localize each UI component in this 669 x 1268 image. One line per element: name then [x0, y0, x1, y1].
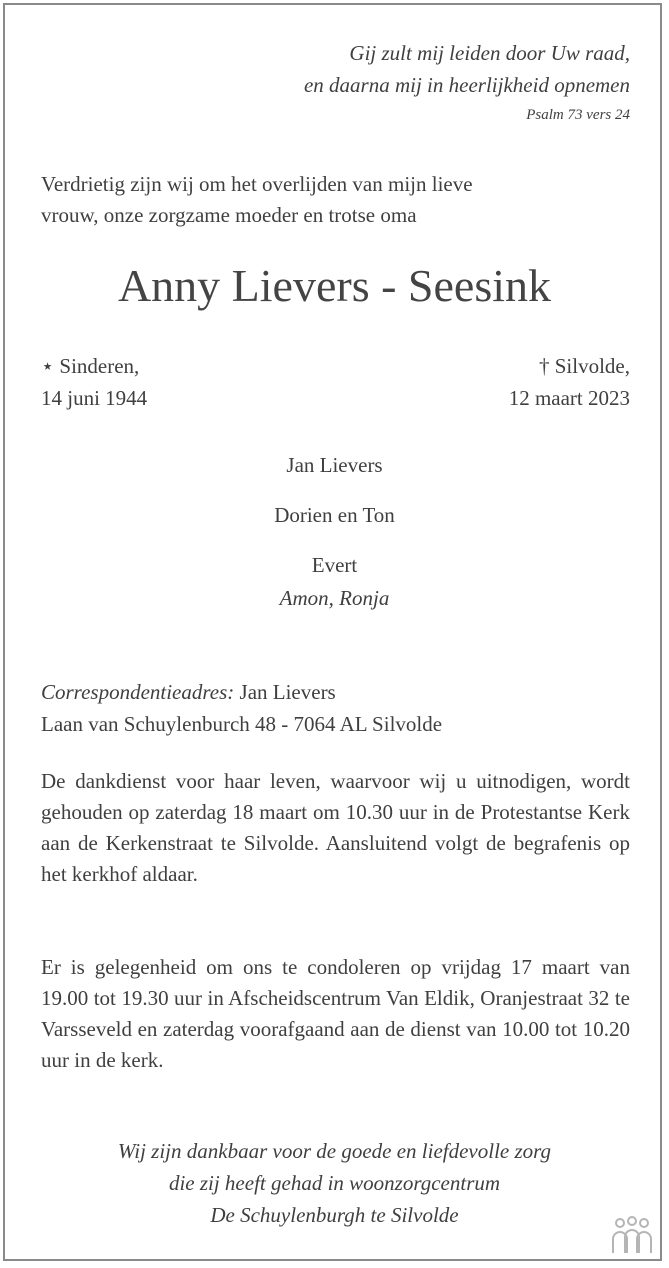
- birth-place: ⋆ Sinderen,: [41, 354, 140, 378]
- closing-line-2: die zij heeft gehad in woonzorgcentrum: [168, 1171, 501, 1195]
- intro-line-2: vrouw, onze zorgzame moeder en trotse oma: [41, 203, 417, 227]
- correspondence-address: [41, 676, 630, 740]
- closing-text: [0, 1135, 669, 1231]
- closing-line-3: De Schuylenburgh te Silvolde: [210, 1203, 459, 1227]
- correspondence-label: Correspondentieadres:: [41, 680, 235, 704]
- condolence-paragraph: Er is gelegenheid om ons te condoleren op vrijdag 17 maart van 19.00 tot 19.30 uur in Afscheidscentrum Van Eldik, Oranjestraat 32 te Varsseveld en zaterdag voorafgaand aan de dienst van 10.00 tot 10.20 uur in de kerk.: [41, 955, 630, 1072]
- psalm-reference: Psalm 73 vers 24: [526, 107, 630, 123]
- intro-line-1: Verdrietig zijn wij om het overlijden van mijn lieve: [41, 172, 473, 196]
- death-info: [509, 350, 630, 414]
- child-names-1: Dorien en Ton: [274, 503, 395, 527]
- family-names: [0, 449, 669, 615]
- psalm-quote: [304, 37, 630, 127]
- closing-line-1: Wij zijn dankbaar voor de goede en liefdevolle zorg: [117, 1139, 552, 1163]
- birth-info: [41, 350, 147, 414]
- people-group-icon: [609, 1215, 655, 1255]
- spouse-name: Jan Lievers: [286, 453, 383, 477]
- death-place: † Silvolde,: [538, 354, 630, 378]
- psalm-line-1: Gij zult mij leiden door Uw raad,: [349, 41, 630, 65]
- birth-date: 14 juni 1944: [41, 386, 148, 410]
- intro-text: [41, 169, 630, 231]
- child-names-2: Evert: [311, 553, 358, 577]
- psalm-line-2: en daarna mij in heerlijkheid opnemen: [303, 73, 630, 97]
- death-date: 12 maart 2023: [508, 386, 630, 410]
- correspondence-street: Laan van Schuylenburch 48 - 7064 AL Silvolde: [41, 712, 443, 736]
- correspondence-name: Jan Lievers: [234, 680, 336, 704]
- service-paragraph: De dankdienst voor haar leven, waarvoor wij u uitnodigen, wordt gehouden op zaterdag 18 maart om 10.30 uur in de Protestantse Kerk aan de Kerkenstraat te Silvolde. Aansluitend volgt de begrafenis op het kerkhof aldaar.: [41, 769, 630, 886]
- grandchildren-names: Amon, Ronja: [279, 586, 390, 610]
- deceased-name: Anny Lievers - Seesink: [117, 260, 552, 311]
